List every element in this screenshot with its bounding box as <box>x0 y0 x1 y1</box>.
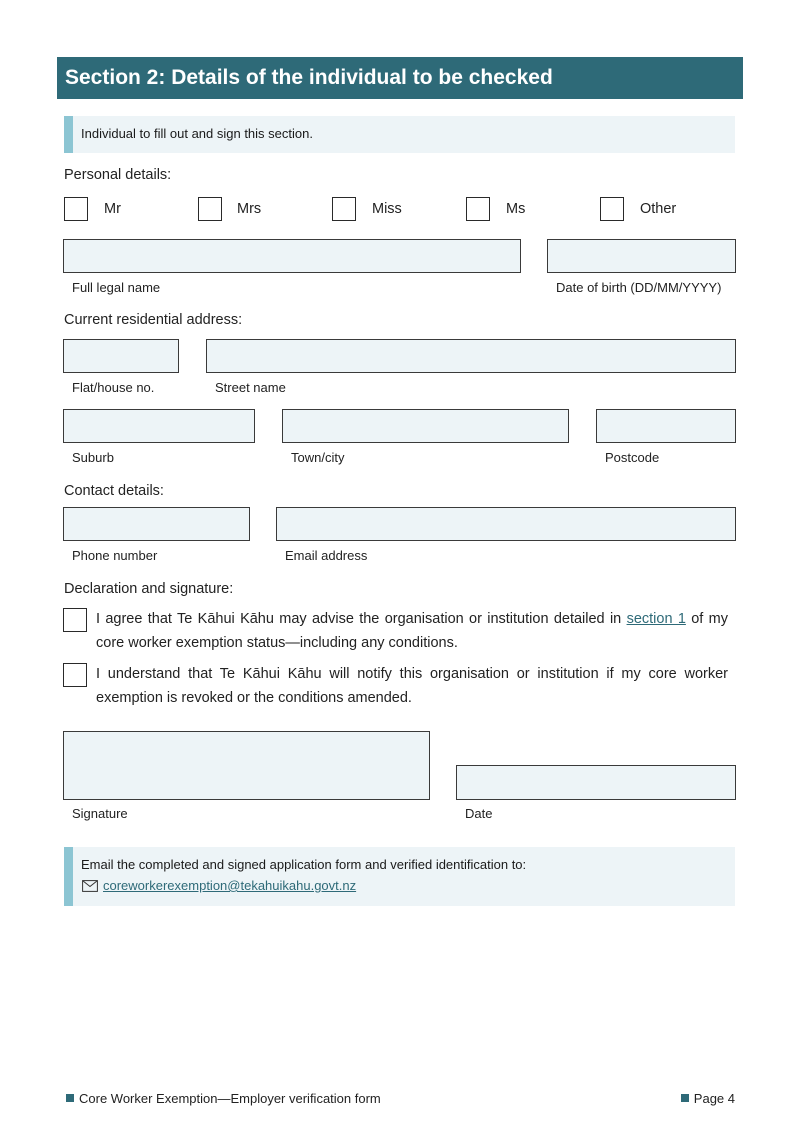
postcode-label: Postcode <box>605 450 660 465</box>
title-other-label: Other <box>640 201 677 217</box>
page-number: Page 4 <box>693 1091 735 1106</box>
full-name-field[interactable] <box>63 239 521 273</box>
email-label: Email address <box>285 548 368 563</box>
title-ms-label: Ms <box>506 201 526 217</box>
footer-marker-icon <box>681 1094 689 1102</box>
flat-field[interactable] <box>63 339 179 373</box>
dob-label: Date of birth (DD/MM/YYYY) <box>556 280 722 295</box>
footer-page <box>681 1091 735 1106</box>
suburb-label: Suburb <box>72 450 114 465</box>
title-mr-label: Mr <box>104 201 121 217</box>
declaration-item-2: I understand that Te Kāhui Kāhu will notify this organisation or institution if my core worker exemption is revoked or the conditions amended. <box>96 666 728 706</box>
intro-callout <box>64 116 735 153</box>
personal-details-heading: Personal details: <box>64 167 172 183</box>
street-label: Street name <box>215 380 286 395</box>
declaration-item-1 <box>96 608 728 655</box>
checkbox-miss[interactable] <box>332 197 356 221</box>
footer-left-text: Core Worker Exemption—Employer verification form <box>79 1091 381 1106</box>
checkbox-understand[interactable] <box>63 663 87 687</box>
contact-heading: Contact details: <box>64 483 164 499</box>
phone-label: Phone number <box>72 548 158 563</box>
postcode-field[interactable] <box>596 409 736 443</box>
date-label: Date <box>465 806 493 821</box>
title-mrs-label: Mrs <box>237 201 262 217</box>
signature-field[interactable] <box>63 731 430 800</box>
footer-marker-icon <box>66 1094 74 1102</box>
intro-note: Individual to fill out and sign this section. <box>81 126 313 141</box>
email-field[interactable] <box>276 507 736 541</box>
date-field[interactable] <box>456 765 736 800</box>
full-name-label: Full legal name <box>72 280 161 295</box>
checkbox-agree[interactable] <box>63 608 87 632</box>
section-1-link[interactable]: section 1 <box>626 611 686 627</box>
street-field[interactable] <box>206 339 736 373</box>
phone-field[interactable] <box>63 507 250 541</box>
signature-label: Signature <box>72 806 128 821</box>
declaration-heading: Declaration and signature: <box>64 581 234 597</box>
title-miss-label: Miss <box>372 201 402 217</box>
envelope-icon <box>82 880 98 892</box>
footer-title <box>66 1091 381 1106</box>
callout-bar <box>64 847 73 906</box>
flat-label: Flat/house no. <box>72 380 155 395</box>
email-note-text: Email the completed and signed application form and verified identification to: <box>81 857 527 872</box>
suburb-field[interactable] <box>63 409 255 443</box>
callout-bar <box>64 116 73 153</box>
declaration-item-1-text-end: of my core worker exemption status—including any conditions. <box>96 611 728 651</box>
checkbox-mrs[interactable] <box>198 197 222 221</box>
contact-email-link[interactable]: coreworkerexemption@tekahuikahu.govt.nz <box>103 878 357 893</box>
checkbox-mr[interactable] <box>64 197 88 221</box>
town-label: Town/city <box>291 450 345 465</box>
town-field[interactable] <box>282 409 569 443</box>
dob-field[interactable] <box>547 239 736 273</box>
declaration-item-1-text: I agree that Te Kāhui Kāhu may advise the organisation or institution detailed in <box>96 611 627 627</box>
section-title: Section 2: Details of the individual to be checked <box>57 57 743 99</box>
email-callout <box>64 847 735 906</box>
checkbox-ms[interactable] <box>466 197 490 221</box>
checkbox-other[interactable] <box>600 197 624 221</box>
address-heading: Current residential address: <box>64 312 243 328</box>
